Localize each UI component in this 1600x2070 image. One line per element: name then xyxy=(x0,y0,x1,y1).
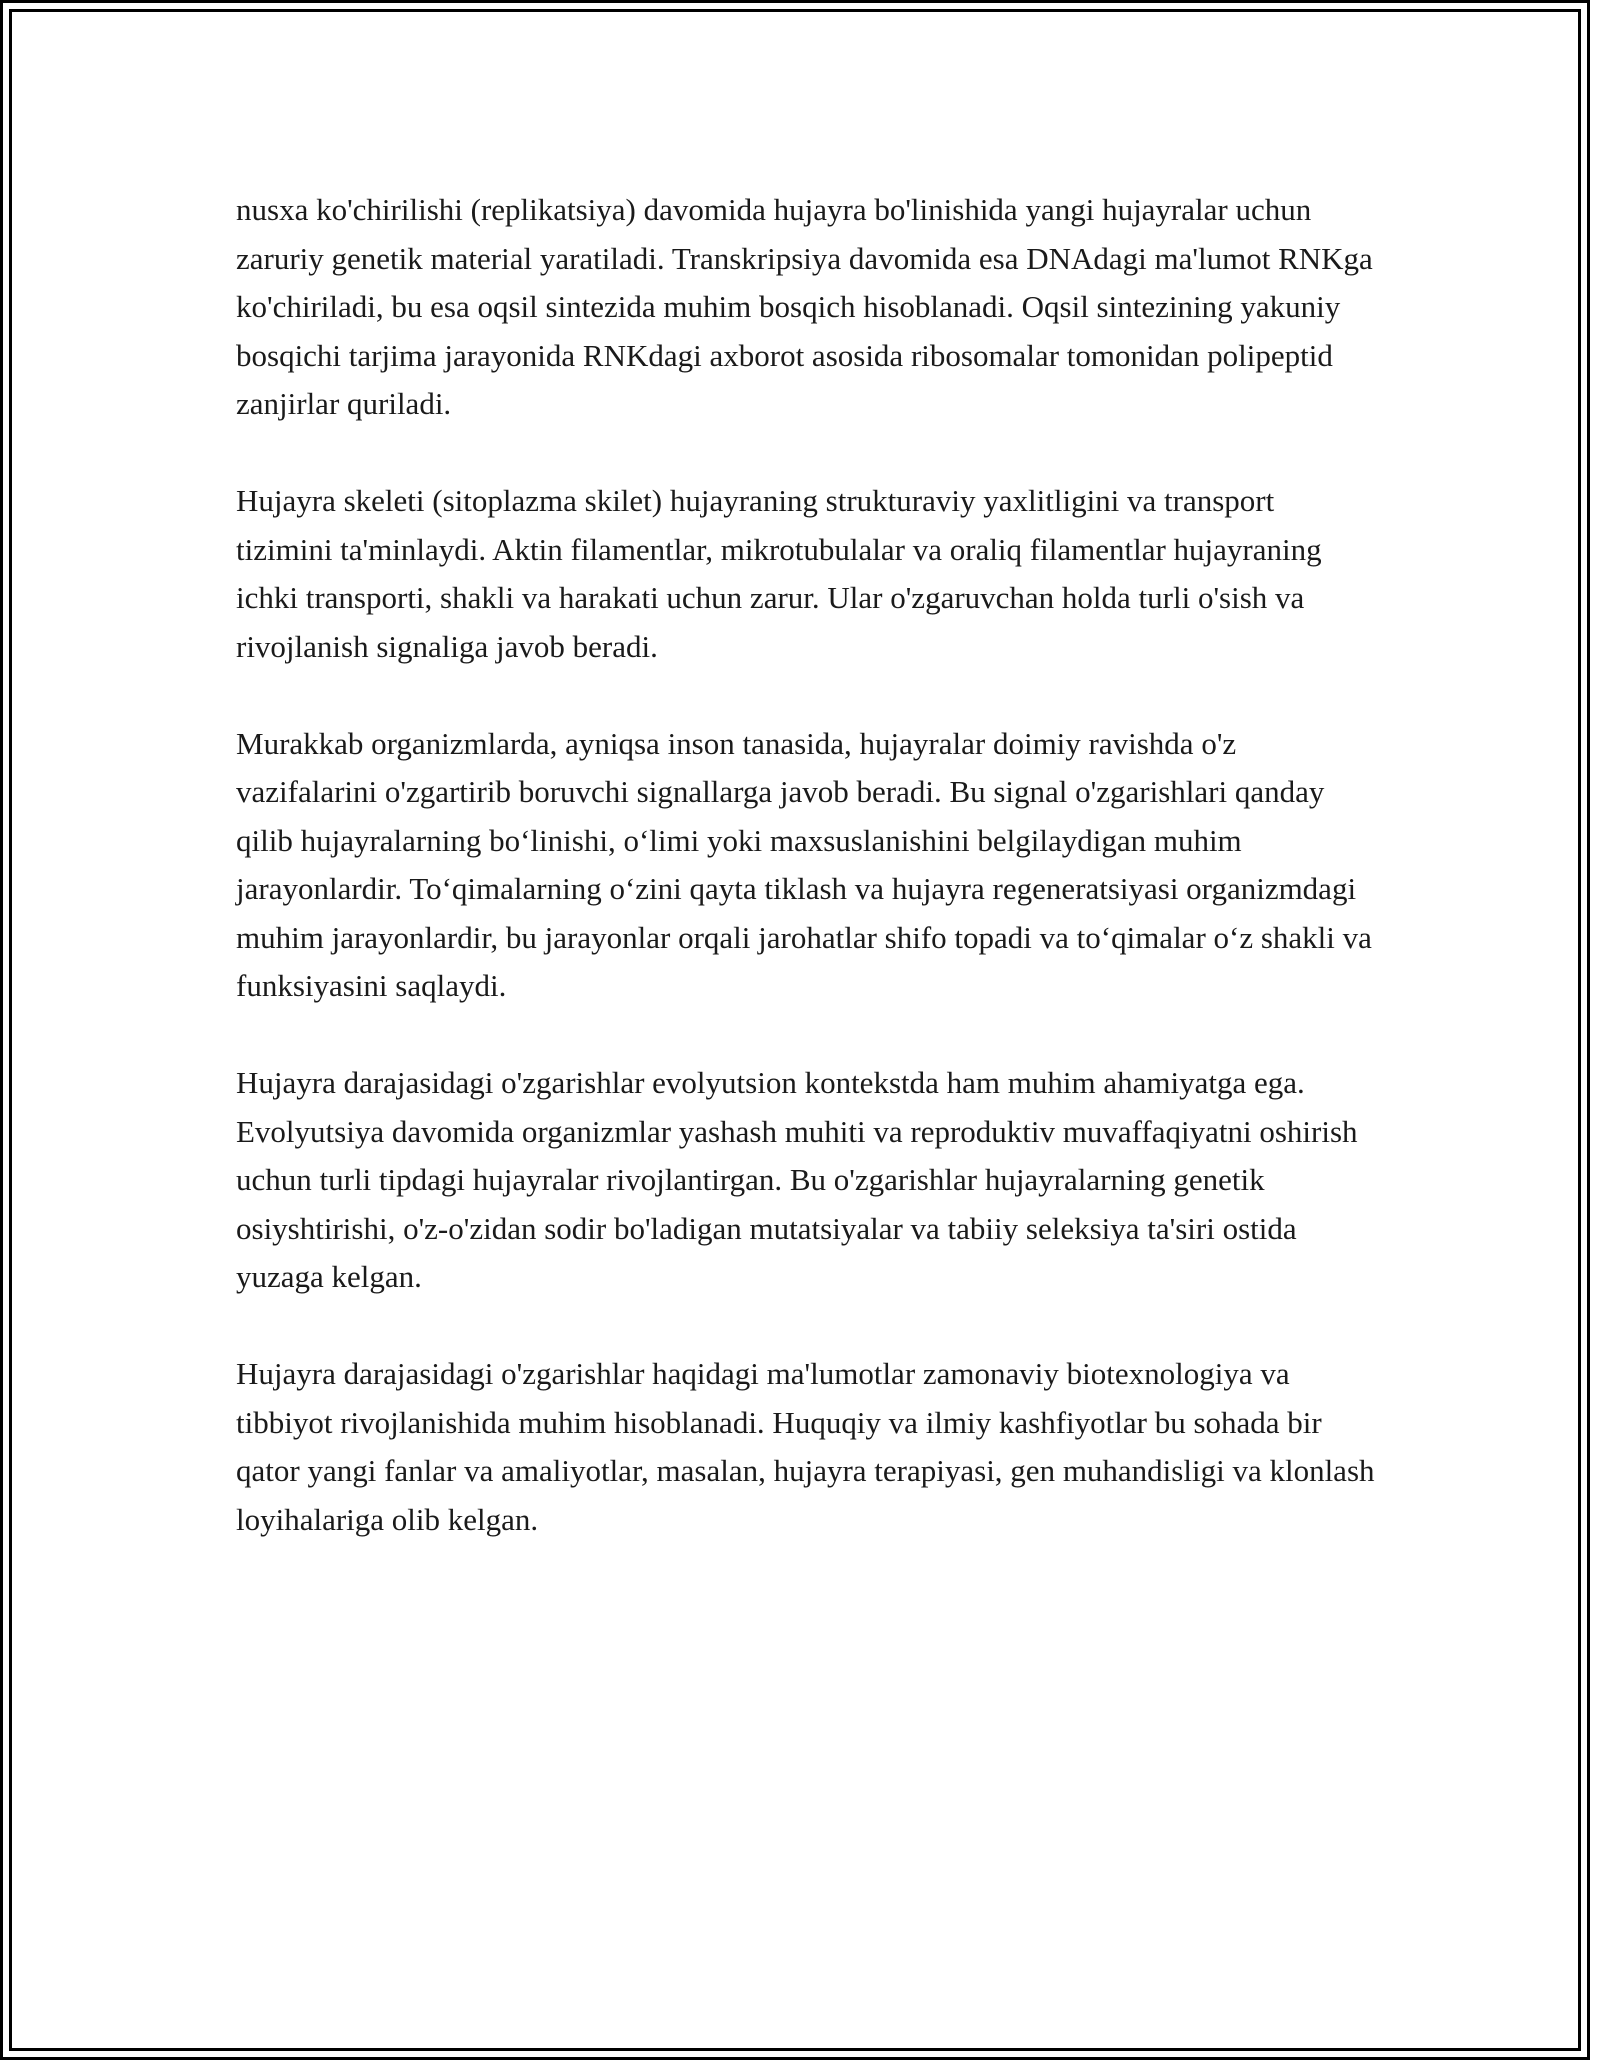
document-body xyxy=(236,186,1376,1593)
paragraph-4: Hujayra darajasidagi o'zgarishlar evolyutsion kontekstda ham muhim ahamiyatga ega. Evolyutsiya davomida organizmlar yashash muhiti va reproduktiv muvaffaqiyatni oshirish uchun turli tipdagi hujayralar rivojlantirgan. Bu o'zgarishlar hujayralarning genetik osiyshtirishi, o'z-o'zidan sodir bo'ladigan mutatsiyalar va tabiiy seleksiya ta'siri ostida yuzaga kelgan. xyxy=(236,1065,1358,1294)
paragraph-3: Murakkab organizmlarda, ayniqsa inson tanasida, hujayralar doimiy ravishda o'z vazifalarini o'zgartirib boruvchi signallarga javob beradi. Bu signal o'zgarishlari qanday qilib hujayralarning bo‘linishi, o‘limi yoki maxsuslanishini belgilaydigan muhim jarayonlardir. To‘qimalarning o‘zini qayta tiklash va hujayra regeneratsiyasi organizmdagi muhim jarayonlardir, bu jarayonlar orqali jarohatlar shifo topadi va to‘qimalar o‘z shakli va funksiyasini saqlaydi. xyxy=(236,725,1372,1003)
paragraph-5: Hujayra darajasidagi o'zgarishlar haqidagi ma'lumotlar zamonaviy biotexnologiya va tibbiyot rivojlanishida muhim hisoblanadi. Huquqiy va ilmiy kashfiyotlar bu sohada bir qator yangi fanlar va amaliyotlar, masalan, hujayra terapiyasi, gen muhandisligi va klonlash loyihalariga olib kelgan. xyxy=(236,1356,1375,1537)
paragraph-1: nusxa ko'chirilishi (replikatsiya) davomida hujayra bo'linishida yangi hujayralar uchun zaruriy genetik material yaratiladi. Transkripsiya davomida esa DNAdagi ma'lumot RNKga ko'chiriladi, bu esa oqsil sintezida muhim bosqich hisoblanadi. Oqsil sintezining yakuniy bosqichi tarjima jarayonida RNKdagi axborot asosida ribosomalar tomonidan polipeptid zanjirlar quriladi. xyxy=(236,192,1373,421)
paragraph-2: Hujayra skeleti (sitoplazma skilet) hujayraning strukturaviy yaxlitligini va transport tizimini ta'minlaydi. Aktin filamentlar, mikrotubulalar va oraliq filamentlar hujayraning ichki transporti, shakli va harakati uchun zarur. Ular o'zgaruvchan holda turli o'sish va rivojlanish signaliga javob beradi. xyxy=(236,483,1322,664)
